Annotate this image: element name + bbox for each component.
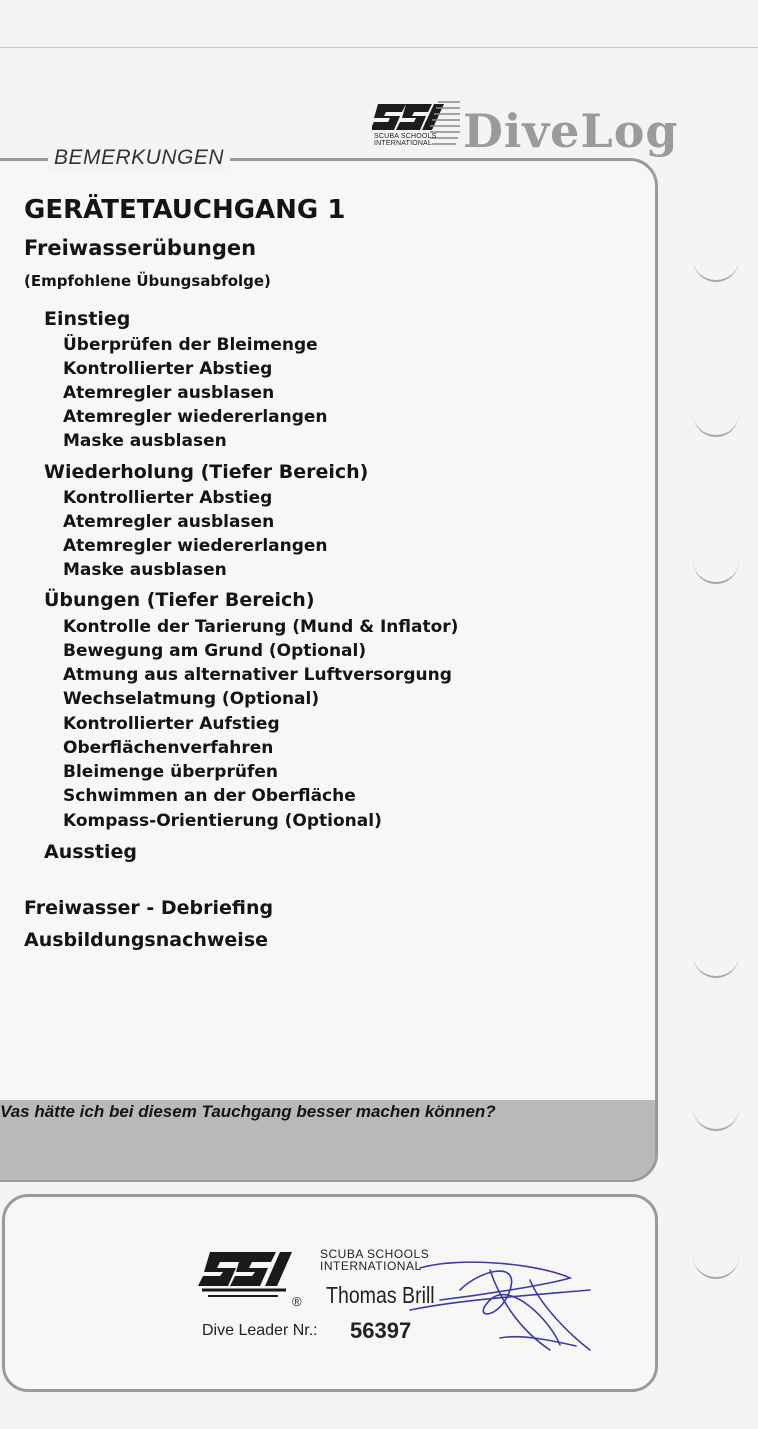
checklist-item: Maske ausblasen — [63, 560, 227, 580]
section-heading-einstieg: Einstieg — [44, 308, 131, 330]
checklist-item: Kontrolle der Tarierung (Mund & Inflator) — [63, 617, 459, 637]
checklist-item: Atmung aus alternativer Luftversorgung — [63, 665, 452, 685]
binder-hole — [693, 1097, 739, 1131]
section-heading-uebungen: Übungen (Tiefer Bereich) — [44, 589, 315, 611]
checklist-item: Überprüfen der Bleimenge — [63, 335, 318, 355]
checklist-item: Oberflächenverfahren — [63, 738, 274, 758]
checklist-item: Atemregler ausblasen — [63, 512, 275, 532]
ssi-logo-icon — [372, 96, 462, 156]
stamp-org-line: INTERNATIONAL — [320, 1259, 422, 1273]
checklist-item: Kontrollierter Abstieg — [63, 488, 273, 508]
checklist-item: Wechselatmung (Optional) — [63, 689, 320, 709]
checklist-item: Maske ausblasen — [63, 431, 227, 451]
binder-hole — [693, 403, 739, 437]
checklist-item: Schwimmen an der Oberfläche — [63, 786, 356, 806]
footer-line-nachweise: Ausbildungsnachweise — [24, 929, 269, 951]
checklist-item: Kontrollierter Abstieg — [63, 359, 273, 379]
dive-leader-number: 56397 — [350, 1318, 412, 1343]
checklist-item: Atemregler wiedererlangen — [63, 536, 328, 556]
section-heading-ausstieg: Ausstieg — [44, 841, 137, 863]
binder-hole — [693, 248, 739, 282]
section-heading-wiederholung: Wiederholung (Tiefer Bereich) — [44, 461, 369, 483]
checklist-item: Kompass-Orientierung (Optional) — [63, 811, 382, 831]
remarks-label: BEMERKUNGEN — [48, 146, 230, 170]
checklist-title: GERÄTETAUCHGANG 1 — [24, 195, 346, 225]
binder-hole — [693, 1245, 739, 1279]
page-top-rule — [0, 47, 758, 48]
checklist-item: Kontrollierter Aufstieg — [63, 714, 280, 734]
stamp-org-line: SCUBA SCHOOLS — [320, 1247, 430, 1261]
ssi-logo-line: SCUBA SCHOOLS — [374, 133, 437, 140]
checklist-note: (Empfohlene Übungsabfolge) — [24, 272, 271, 290]
footer-line-debriefing: Freiwasser - Debriefing — [24, 897, 274, 919]
instructor-name: Thomas Brill — [326, 1282, 435, 1308]
divelog-logo-title: DiveLog — [463, 104, 679, 158]
handwritten-signature — [400, 1250, 600, 1360]
checklist-item: Atemregler ausblasen — [63, 383, 275, 403]
dive-leader-label: Dive Leader Nr.: — [202, 1322, 318, 1339]
checklist-subtitle: Freiwasserübungen — [24, 236, 257, 260]
improvement-question: Vas hätte ich bei diesem Tauchgang besser machen können? — [0, 1102, 496, 1121]
ssi-logo-text — [374, 133, 437, 147]
ssi-logo-line: INTERNATIONAL — [374, 140, 433, 147]
binder-hole — [693, 550, 739, 584]
registered-mark: ® — [292, 1294, 302, 1309]
binder-hole — [693, 944, 739, 978]
checklist-item: Bleimenge überprüfen — [63, 762, 278, 782]
checklist-item: Bewegung am Grund (Optional) — [63, 641, 367, 661]
checklist-item: Atemregler wiedererlangen — [63, 407, 328, 427]
